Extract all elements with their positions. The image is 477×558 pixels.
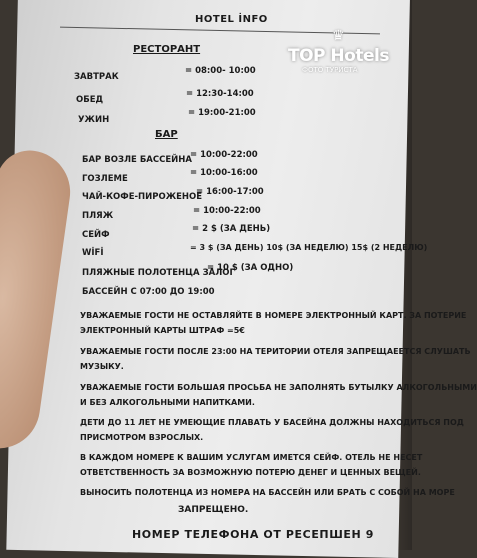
reception-phone: НОМЕР ТЕЛЕФОНА ОТ РЕСЕПШЕН 9 xyxy=(132,528,375,541)
restaurant-row-value: = 12:30-14:00 xyxy=(186,89,254,99)
bar-row-value: = 2 $ (ЗА ДЕНЬ) xyxy=(192,224,271,234)
bar-heading: БАР xyxy=(155,129,178,140)
notice-line: УВАЖАЕМЫЕ ГОСТИ БОЛЬШАЯ ПРОСЬБА НЕ ЗАПОЛНЯТЬ БУТЫЛКУ АЛКОГОЛЬНЫМИ xyxy=(80,383,477,392)
bar-row-label: ЧАЙ-КОФЕ-ПИРОЖЕНОЕ xyxy=(82,192,203,202)
notice-line: И БЕЗ АЛКОГОЛЬНЫМИ НАПИТКАМИ. xyxy=(80,398,255,407)
bar-row-value: = 16:00-17:00 xyxy=(196,187,264,197)
notice-line: ВЫНОСИТЬ ПОЛОТЕНЦА ИЗ НОМЕРА НА БАССЕЙН ИЛИ БРАТЬ С СОБОЙ НА МОРЕ xyxy=(80,488,455,497)
bar-row-value: = 3 $ (ЗА ДЕНЬ) 10$ (ЗА НЕДЕЛЮ) 15$ (2 НЕДЕЛЮ) xyxy=(190,243,428,252)
watermark-brand: TOP Hotels xyxy=(288,46,389,66)
restaurant-row-value: = 08:00- 10:00 xyxy=(185,66,256,76)
notice-line: ДЕТИ ДО 11 ЛЕТ НЕ УМЕЮЩИЕ ПЛАВАТЬ У БАСЕЙНА ДОЛЖНЫ НАХОДИТЬСЯ ПОД xyxy=(80,418,464,427)
bar-row-label: ГОЗЛЕМЕ xyxy=(82,174,128,184)
notice-line: ОТВЕТСТВЕННОСТЬ ЗА ВОЗМОЖНУЮ ПОТЕРЮ ДЕНЕГ И ЦЕННЫХ ВЕЩЕЙ. xyxy=(80,468,421,477)
bar-row-label: WİFİ xyxy=(82,248,104,258)
towels-label: ПЛЯЖНЫЕ ПОЛОТЕНЦА ЗАЛОГ xyxy=(82,268,235,278)
page-title: HOTEL İNFO xyxy=(195,14,268,25)
bar-row-value: = 10:00-22:00 xyxy=(190,150,258,160)
bar-row-label: СЕЙФ xyxy=(82,230,110,240)
pool-hours: БАССЕЙН С 07:00 ДО 19:00 xyxy=(82,287,215,297)
restaurant-row-label: ОБЕД xyxy=(76,95,104,105)
towels-value: = 10 $ (ЗА ОДНО) xyxy=(207,263,294,273)
tophotels-watermark xyxy=(288,22,398,80)
watermark-tagline: ФОТО ТУРИСТА xyxy=(302,66,358,74)
notice-line: МУЗЫКУ. xyxy=(80,362,124,371)
restaurant-row-value: = 19:00-21:00 xyxy=(188,108,256,118)
restaurant-row-label: ЗАВТРАК xyxy=(74,72,119,82)
notice-line: ПРИСМОТРОМ ВЗРОСЛЫХ. xyxy=(80,433,204,442)
notice-line: В КАЖДОМ НОМЕРЕ К ВАШИМ УСЛУГАМ ИМЕТСЯ СЕЙФ. ОТЕЛЬ НЕ НЕСЕТ xyxy=(80,453,423,462)
crown-icon: ♛ xyxy=(332,28,345,44)
bar-row-label: БАР ВОЗЛЕ БАССЕЙНА xyxy=(82,155,192,165)
notice-line: УВАЖАЕМЫЕ ГОСТИ ПОСЛЕ 23:00 НА ТЕРИТОРИИ ОТЕЛЯ ЗАПРЕЩАЕЕТСЯ СЛУШАТЬ xyxy=(80,347,471,356)
notice-line: УВАЖАЕМЫЕ ГОСТИ НЕ ОСТАВЛЯЙТЕ В НОМЕРЕ ЭЛЕКТРОННЫЙ КАРТ. ЗА ПОТЕРИЕ xyxy=(80,311,467,320)
restaurant-heading: РЕСТОРАНТ xyxy=(133,44,201,55)
notice-line: ЭЛЕКТРОННЫЙ КАРТЫ ШТРАФ =5€ xyxy=(80,326,245,335)
bar-row-value: = 10:00-16:00 xyxy=(190,168,258,178)
bar-row-value: = 10:00-22:00 xyxy=(193,206,261,216)
restaurant-row-label: УЖИН xyxy=(78,115,110,125)
notice-line: ЗАПРЕЩЕНО. xyxy=(178,505,249,515)
bar-row-label: ПЛЯЖ xyxy=(82,211,114,221)
